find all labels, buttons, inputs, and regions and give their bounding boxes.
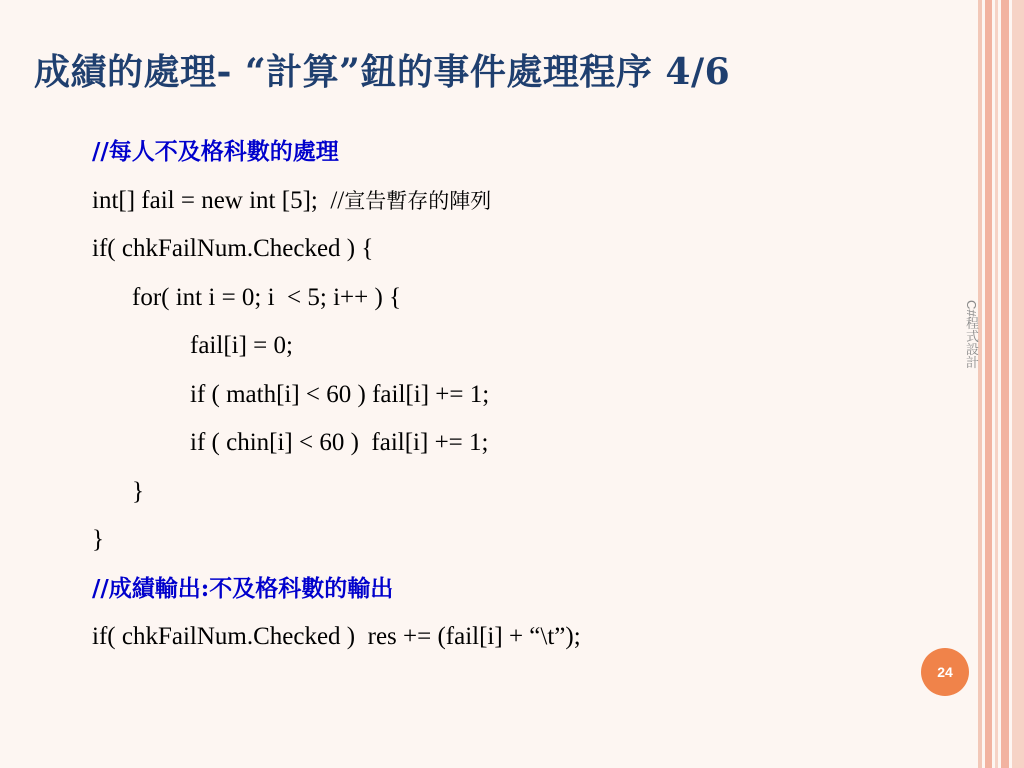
code-line-for-loop: for( int i = 0; i < 5; i++ ) {: [132, 283, 402, 311]
course-side-label: C#程式設計: [964, 300, 979, 369]
decorative-stripe: [1012, 0, 1024, 768]
code-line-close-if: }: [92, 526, 104, 553]
code-comment-fail-count: //每人不及格科數的處理: [92, 138, 339, 165]
code-line-math-check: if ( math[i] < 60 ) fail[i] += 1;: [190, 380, 490, 408]
code-comment-output: //成績輸出:不及格科數的輸出: [92, 574, 394, 602]
code-text: int[] fail = new int [5]; //: [92, 186, 345, 214]
decorative-stripe: [995, 0, 998, 768]
code-line-reset: fail[i] = 0;: [190, 332, 293, 359]
code-line-if-checked: if( chkFailNum.Checked ) {: [92, 235, 374, 262]
page-number-badge: 24: [921, 648, 969, 696]
code-line-close-for: }: [132, 477, 144, 505]
slide-title: 成績的處理- “計算”鈕的事件處理程序 4/6: [34, 51, 731, 93]
decorative-stripe: [1001, 0, 1009, 768]
code-line-chin-check: if ( chin[i] < 60 ) fail[i] += 1;: [190, 429, 489, 456]
code-line-output: if( chkFailNum.Checked ) res += (fail[i] + “\t”);: [92, 623, 581, 650]
decorative-stripe: [985, 0, 992, 768]
code-block: [92, 130, 932, 664]
code-comment-inline: 宣告暫存的陣列: [344, 188, 492, 213]
code-line-declare-array: [92, 179, 932, 228]
